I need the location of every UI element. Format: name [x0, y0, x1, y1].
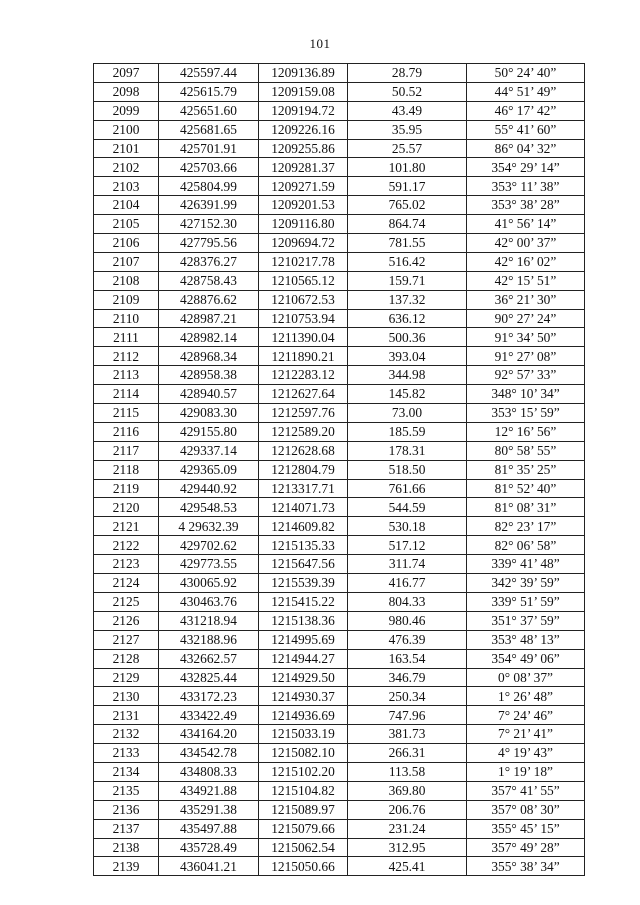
x-coordinate-cell: 433172.23 [159, 687, 259, 706]
y-coordinate-cell: 1212283.12 [259, 366, 348, 385]
distance-cell: 35.95 [348, 120, 467, 139]
survey-coordinates-table [93, 63, 585, 876]
bearing-cell: 342° 39’ 59” [467, 574, 585, 593]
table-row [94, 290, 585, 309]
x-coordinate-cell: 428940.57 [159, 385, 259, 404]
x-coordinate-cell: 429083.30 [159, 404, 259, 423]
x-coordinate-cell: 425701.91 [159, 139, 259, 158]
point-number-cell: 2102 [94, 158, 159, 177]
table-row [94, 479, 585, 498]
table-row [94, 366, 585, 385]
y-coordinate-cell: 1215082.10 [259, 744, 348, 763]
distance-cell: 369.80 [348, 781, 467, 800]
table-row [94, 101, 585, 120]
y-coordinate-cell: 1209136.89 [259, 64, 348, 83]
point-number-cell: 2121 [94, 517, 159, 536]
y-coordinate-cell: 1212627.64 [259, 385, 348, 404]
table-row [94, 120, 585, 139]
table-row [94, 309, 585, 328]
bearing-cell: 339° 41’ 48” [467, 555, 585, 574]
distance-cell: 25.57 [348, 139, 467, 158]
bearing-cell: 339° 51’ 59” [467, 592, 585, 611]
point-number-cell: 2124 [94, 574, 159, 593]
y-coordinate-cell: 1213317.71 [259, 479, 348, 498]
distance-cell: 761.66 [348, 479, 467, 498]
point-number-cell: 2116 [94, 422, 159, 441]
table-row [94, 762, 585, 781]
bearing-cell: 36° 21’ 30” [467, 290, 585, 309]
table-row [94, 838, 585, 857]
distance-cell: 591.17 [348, 177, 467, 196]
x-coordinate-cell: 428982.14 [159, 328, 259, 347]
bearing-cell: 82° 06’ 58” [467, 536, 585, 555]
bearing-cell: 81° 52’ 40” [467, 479, 585, 498]
point-number-cell: 2098 [94, 82, 159, 101]
table-row [94, 196, 585, 215]
x-coordinate-cell: 425804.99 [159, 177, 259, 196]
table-row [94, 234, 585, 253]
point-number-cell: 2136 [94, 800, 159, 819]
point-number-cell: 2137 [94, 819, 159, 838]
point-number-cell: 2108 [94, 271, 159, 290]
point-number-cell: 2127 [94, 630, 159, 649]
x-coordinate-cell: 425703.66 [159, 158, 259, 177]
x-coordinate-cell: 432825.44 [159, 668, 259, 687]
point-number-cell: 2123 [94, 555, 159, 574]
y-coordinate-cell: 1209116.80 [259, 215, 348, 234]
y-coordinate-cell: 1209255.86 [259, 139, 348, 158]
point-number-cell: 2100 [94, 120, 159, 139]
x-coordinate-cell: 436041.21 [159, 857, 259, 876]
bearing-cell: 86° 04’ 32” [467, 139, 585, 158]
table-row [94, 177, 585, 196]
bearing-cell: 92° 57’ 33” [467, 366, 585, 385]
x-coordinate-cell: 435728.49 [159, 838, 259, 857]
bearing-cell: 42° 15’ 51” [467, 271, 585, 290]
distance-cell: 159.71 [348, 271, 467, 290]
bearing-cell: 353° 48’ 13” [467, 630, 585, 649]
survey-table-body [94, 64, 585, 876]
distance-cell: 312.95 [348, 838, 467, 857]
table-row [94, 64, 585, 83]
bearing-cell: 357° 08’ 30” [467, 800, 585, 819]
point-number-cell: 2103 [94, 177, 159, 196]
bearing-cell: 44° 51’ 49” [467, 82, 585, 101]
bearing-cell: 42° 00’ 37” [467, 234, 585, 253]
bearing-cell: 355° 45’ 15” [467, 819, 585, 838]
y-coordinate-cell: 1215135.33 [259, 536, 348, 555]
bearing-cell: 7° 21’ 41” [467, 725, 585, 744]
x-coordinate-cell: 434808.33 [159, 762, 259, 781]
distance-cell: 500.36 [348, 328, 467, 347]
table-row [94, 668, 585, 687]
distance-cell: 544.59 [348, 498, 467, 517]
table-row [94, 252, 585, 271]
point-number-cell: 2114 [94, 385, 159, 404]
x-coordinate-cell: 433422.49 [159, 706, 259, 725]
x-coordinate-cell: 425651.60 [159, 101, 259, 120]
table-row [94, 781, 585, 800]
table-row [94, 328, 585, 347]
distance-cell: 416.77 [348, 574, 467, 593]
x-coordinate-cell: 430065.92 [159, 574, 259, 593]
point-number-cell: 2104 [94, 196, 159, 215]
point-number-cell: 2122 [94, 536, 159, 555]
y-coordinate-cell: 1211390.04 [259, 328, 348, 347]
x-coordinate-cell: 429548.53 [159, 498, 259, 517]
table-row [94, 498, 585, 517]
bearing-cell: 355° 38’ 34” [467, 857, 585, 876]
table-row [94, 744, 585, 763]
y-coordinate-cell: 1215539.39 [259, 574, 348, 593]
y-coordinate-cell: 1215079.66 [259, 819, 348, 838]
distance-cell: 101.80 [348, 158, 467, 177]
distance-cell: 206.76 [348, 800, 467, 819]
x-coordinate-cell: 428876.62 [159, 290, 259, 309]
y-coordinate-cell: 1209271.59 [259, 177, 348, 196]
y-coordinate-cell: 1210672.53 [259, 290, 348, 309]
table-row [94, 82, 585, 101]
distance-cell: 344.98 [348, 366, 467, 385]
table-row [94, 574, 585, 593]
x-coordinate-cell: 425615.79 [159, 82, 259, 101]
x-coordinate-cell: 428987.21 [159, 309, 259, 328]
point-number-cell: 2130 [94, 687, 159, 706]
distance-cell: 530.18 [348, 517, 467, 536]
distance-cell: 980.46 [348, 611, 467, 630]
x-coordinate-cell: 429155.80 [159, 422, 259, 441]
y-coordinate-cell: 1209201.53 [259, 196, 348, 215]
table-row [94, 404, 585, 423]
table-row [94, 555, 585, 574]
point-number-cell: 2109 [94, 290, 159, 309]
bearing-cell: 4° 19’ 43” [467, 744, 585, 763]
distance-cell: 137.32 [348, 290, 467, 309]
bearing-cell: 353° 15’ 59” [467, 404, 585, 423]
point-number-cell: 2120 [94, 498, 159, 517]
distance-cell: 516.42 [348, 252, 467, 271]
distance-cell: 517.12 [348, 536, 467, 555]
x-coordinate-cell: 428376.27 [159, 252, 259, 271]
bearing-cell: 81° 35’ 25” [467, 460, 585, 479]
bearing-cell: 0° 08’ 37” [467, 668, 585, 687]
point-number-cell: 2119 [94, 479, 159, 498]
x-coordinate-cell: 429365.09 [159, 460, 259, 479]
distance-cell: 804.33 [348, 592, 467, 611]
table-row [94, 592, 585, 611]
bearing-cell: 353° 11’ 38” [467, 177, 585, 196]
table-row [94, 725, 585, 744]
y-coordinate-cell: 1215102.20 [259, 762, 348, 781]
distance-cell: 178.31 [348, 441, 467, 460]
bearing-cell: 90° 27’ 24” [467, 309, 585, 328]
bearing-cell: 348° 10’ 34” [467, 385, 585, 404]
x-coordinate-cell: 429440.92 [159, 479, 259, 498]
y-coordinate-cell: 1214609.82 [259, 517, 348, 536]
point-number-cell: 2101 [94, 139, 159, 158]
x-coordinate-cell: 429702.62 [159, 536, 259, 555]
point-number-cell: 2107 [94, 252, 159, 271]
table-row [94, 139, 585, 158]
table-row [94, 158, 585, 177]
x-coordinate-cell: 435291.38 [159, 800, 259, 819]
x-coordinate-cell: 432188.96 [159, 630, 259, 649]
table-row [94, 687, 585, 706]
page-number: 101 [309, 36, 331, 51]
y-coordinate-cell: 1209694.72 [259, 234, 348, 253]
point-number-cell: 2132 [94, 725, 159, 744]
distance-cell: 250.34 [348, 687, 467, 706]
y-coordinate-cell: 1211890.21 [259, 347, 348, 366]
distance-cell: 781.55 [348, 234, 467, 253]
y-coordinate-cell: 1215138.36 [259, 611, 348, 630]
x-coordinate-cell: 434542.78 [159, 744, 259, 763]
y-coordinate-cell: 1212589.20 [259, 422, 348, 441]
point-number-cell: 2135 [94, 781, 159, 800]
table-row [94, 706, 585, 725]
distance-cell: 864.74 [348, 215, 467, 234]
y-coordinate-cell: 1210565.12 [259, 271, 348, 290]
point-number-cell: 2115 [94, 404, 159, 423]
y-coordinate-cell: 1215033.19 [259, 725, 348, 744]
y-coordinate-cell: 1214995.69 [259, 630, 348, 649]
point-number-cell: 2134 [94, 762, 159, 781]
table-row [94, 630, 585, 649]
point-number-cell: 2117 [94, 441, 159, 460]
x-coordinate-cell: 428968.34 [159, 347, 259, 366]
table-row [94, 536, 585, 555]
y-coordinate-cell: 1215062.54 [259, 838, 348, 857]
point-number-cell: 2097 [94, 64, 159, 83]
distance-cell: 145.82 [348, 385, 467, 404]
y-coordinate-cell: 1209281.37 [259, 158, 348, 177]
bearing-cell: 357° 49’ 28” [467, 838, 585, 857]
x-coordinate-cell: 426391.99 [159, 196, 259, 215]
table-row [94, 649, 585, 668]
x-coordinate-cell: 427795.56 [159, 234, 259, 253]
table-row [94, 271, 585, 290]
bearing-cell: 50° 24’ 40” [467, 64, 585, 83]
distance-cell: 266.31 [348, 744, 467, 763]
bearing-cell: 80° 58’ 55” [467, 441, 585, 460]
y-coordinate-cell: 1214930.37 [259, 687, 348, 706]
bearing-cell: 1° 26’ 48” [467, 687, 585, 706]
point-number-cell: 2129 [94, 668, 159, 687]
bearing-cell: 82° 23’ 17” [467, 517, 585, 536]
point-number-cell: 2099 [94, 101, 159, 120]
bearing-cell: 91° 34’ 50” [467, 328, 585, 347]
x-coordinate-cell: 428758.43 [159, 271, 259, 290]
y-coordinate-cell: 1215089.97 [259, 800, 348, 819]
point-number-cell: 2112 [94, 347, 159, 366]
bearing-cell: 55° 41’ 60” [467, 120, 585, 139]
distance-cell: 765.02 [348, 196, 467, 215]
bearing-cell: 42° 16’ 02” [467, 252, 585, 271]
point-number-cell: 2118 [94, 460, 159, 479]
y-coordinate-cell: 1214936.69 [259, 706, 348, 725]
x-coordinate-cell: 429773.55 [159, 555, 259, 574]
table-row [94, 517, 585, 536]
point-number-cell: 2105 [94, 215, 159, 234]
table-row [94, 460, 585, 479]
point-number-cell: 2113 [94, 366, 159, 385]
distance-cell: 381.73 [348, 725, 467, 744]
table-row [94, 857, 585, 876]
distance-cell: 231.24 [348, 819, 467, 838]
bearing-cell: 91° 27’ 08” [467, 347, 585, 366]
point-number-cell: 2133 [94, 744, 159, 763]
x-coordinate-cell: 428958.38 [159, 366, 259, 385]
x-coordinate-cell: 425597.44 [159, 64, 259, 83]
bearing-cell: 81° 08’ 31” [467, 498, 585, 517]
bearing-cell: 353° 38’ 28” [467, 196, 585, 215]
table-row [94, 819, 585, 838]
point-number-cell: 2139 [94, 857, 159, 876]
bearing-cell: 357° 41’ 55” [467, 781, 585, 800]
x-coordinate-cell: 4 29632.39 [159, 517, 259, 536]
distance-cell: 50.52 [348, 82, 467, 101]
distance-cell: 425.41 [348, 857, 467, 876]
distance-cell: 73.00 [348, 404, 467, 423]
point-number-cell: 2131 [94, 706, 159, 725]
distance-cell: 518.50 [348, 460, 467, 479]
distance-cell: 163.54 [348, 649, 467, 668]
y-coordinate-cell: 1212804.79 [259, 460, 348, 479]
y-coordinate-cell: 1214071.73 [259, 498, 348, 517]
table-row [94, 215, 585, 234]
distance-cell: 311.74 [348, 555, 467, 574]
x-coordinate-cell: 427152.30 [159, 215, 259, 234]
x-coordinate-cell: 432662.57 [159, 649, 259, 668]
distance-cell: 747.96 [348, 706, 467, 725]
table-row [94, 800, 585, 819]
distance-cell: 636.12 [348, 309, 467, 328]
x-coordinate-cell: 434164.20 [159, 725, 259, 744]
y-coordinate-cell: 1215415.22 [259, 592, 348, 611]
y-coordinate-cell: 1212628.68 [259, 441, 348, 460]
x-coordinate-cell: 430463.76 [159, 592, 259, 611]
point-number-cell: 2110 [94, 309, 159, 328]
point-number-cell: 2111 [94, 328, 159, 347]
y-coordinate-cell: 1214929.50 [259, 668, 348, 687]
x-coordinate-cell: 429337.14 [159, 441, 259, 460]
distance-cell: 346.79 [348, 668, 467, 687]
distance-cell: 185.59 [348, 422, 467, 441]
distance-cell: 393.04 [348, 347, 467, 366]
distance-cell: 476.39 [348, 630, 467, 649]
bearing-cell: 1° 19’ 18” [467, 762, 585, 781]
y-coordinate-cell: 1215104.82 [259, 781, 348, 800]
y-coordinate-cell: 1212597.76 [259, 404, 348, 423]
x-coordinate-cell: 425681.65 [159, 120, 259, 139]
distance-cell: 113.58 [348, 762, 467, 781]
bearing-cell: 351° 37’ 59” [467, 611, 585, 630]
x-coordinate-cell: 435497.88 [159, 819, 259, 838]
y-coordinate-cell: 1214944.27 [259, 649, 348, 668]
y-coordinate-cell: 1209194.72 [259, 101, 348, 120]
y-coordinate-cell: 1210217.78 [259, 252, 348, 271]
point-number-cell: 2128 [94, 649, 159, 668]
table-row [94, 422, 585, 441]
y-coordinate-cell: 1209226.16 [259, 120, 348, 139]
table-row [94, 385, 585, 404]
y-coordinate-cell: 1209159.08 [259, 82, 348, 101]
y-coordinate-cell: 1215647.56 [259, 555, 348, 574]
table-row [94, 441, 585, 460]
table-row [94, 347, 585, 366]
bearing-cell: 12° 16’ 56” [467, 422, 585, 441]
bearing-cell: 354° 49’ 06” [467, 649, 585, 668]
point-number-cell: 2125 [94, 592, 159, 611]
bearing-cell: 354° 29’ 14” [467, 158, 585, 177]
bearing-cell: 46° 17’ 42” [467, 101, 585, 120]
x-coordinate-cell: 434921.88 [159, 781, 259, 800]
bearing-cell: 7° 24’ 46” [467, 706, 585, 725]
x-coordinate-cell: 431218.94 [159, 611, 259, 630]
y-coordinate-cell: 1215050.66 [259, 857, 348, 876]
distance-cell: 43.49 [348, 101, 467, 120]
y-coordinate-cell: 1210753.94 [259, 309, 348, 328]
point-number-cell: 2126 [94, 611, 159, 630]
bearing-cell: 41° 56’ 14” [467, 215, 585, 234]
point-number-cell: 2106 [94, 234, 159, 253]
distance-cell: 28.79 [348, 64, 467, 83]
point-number-cell: 2138 [94, 838, 159, 857]
table-row [94, 611, 585, 630]
